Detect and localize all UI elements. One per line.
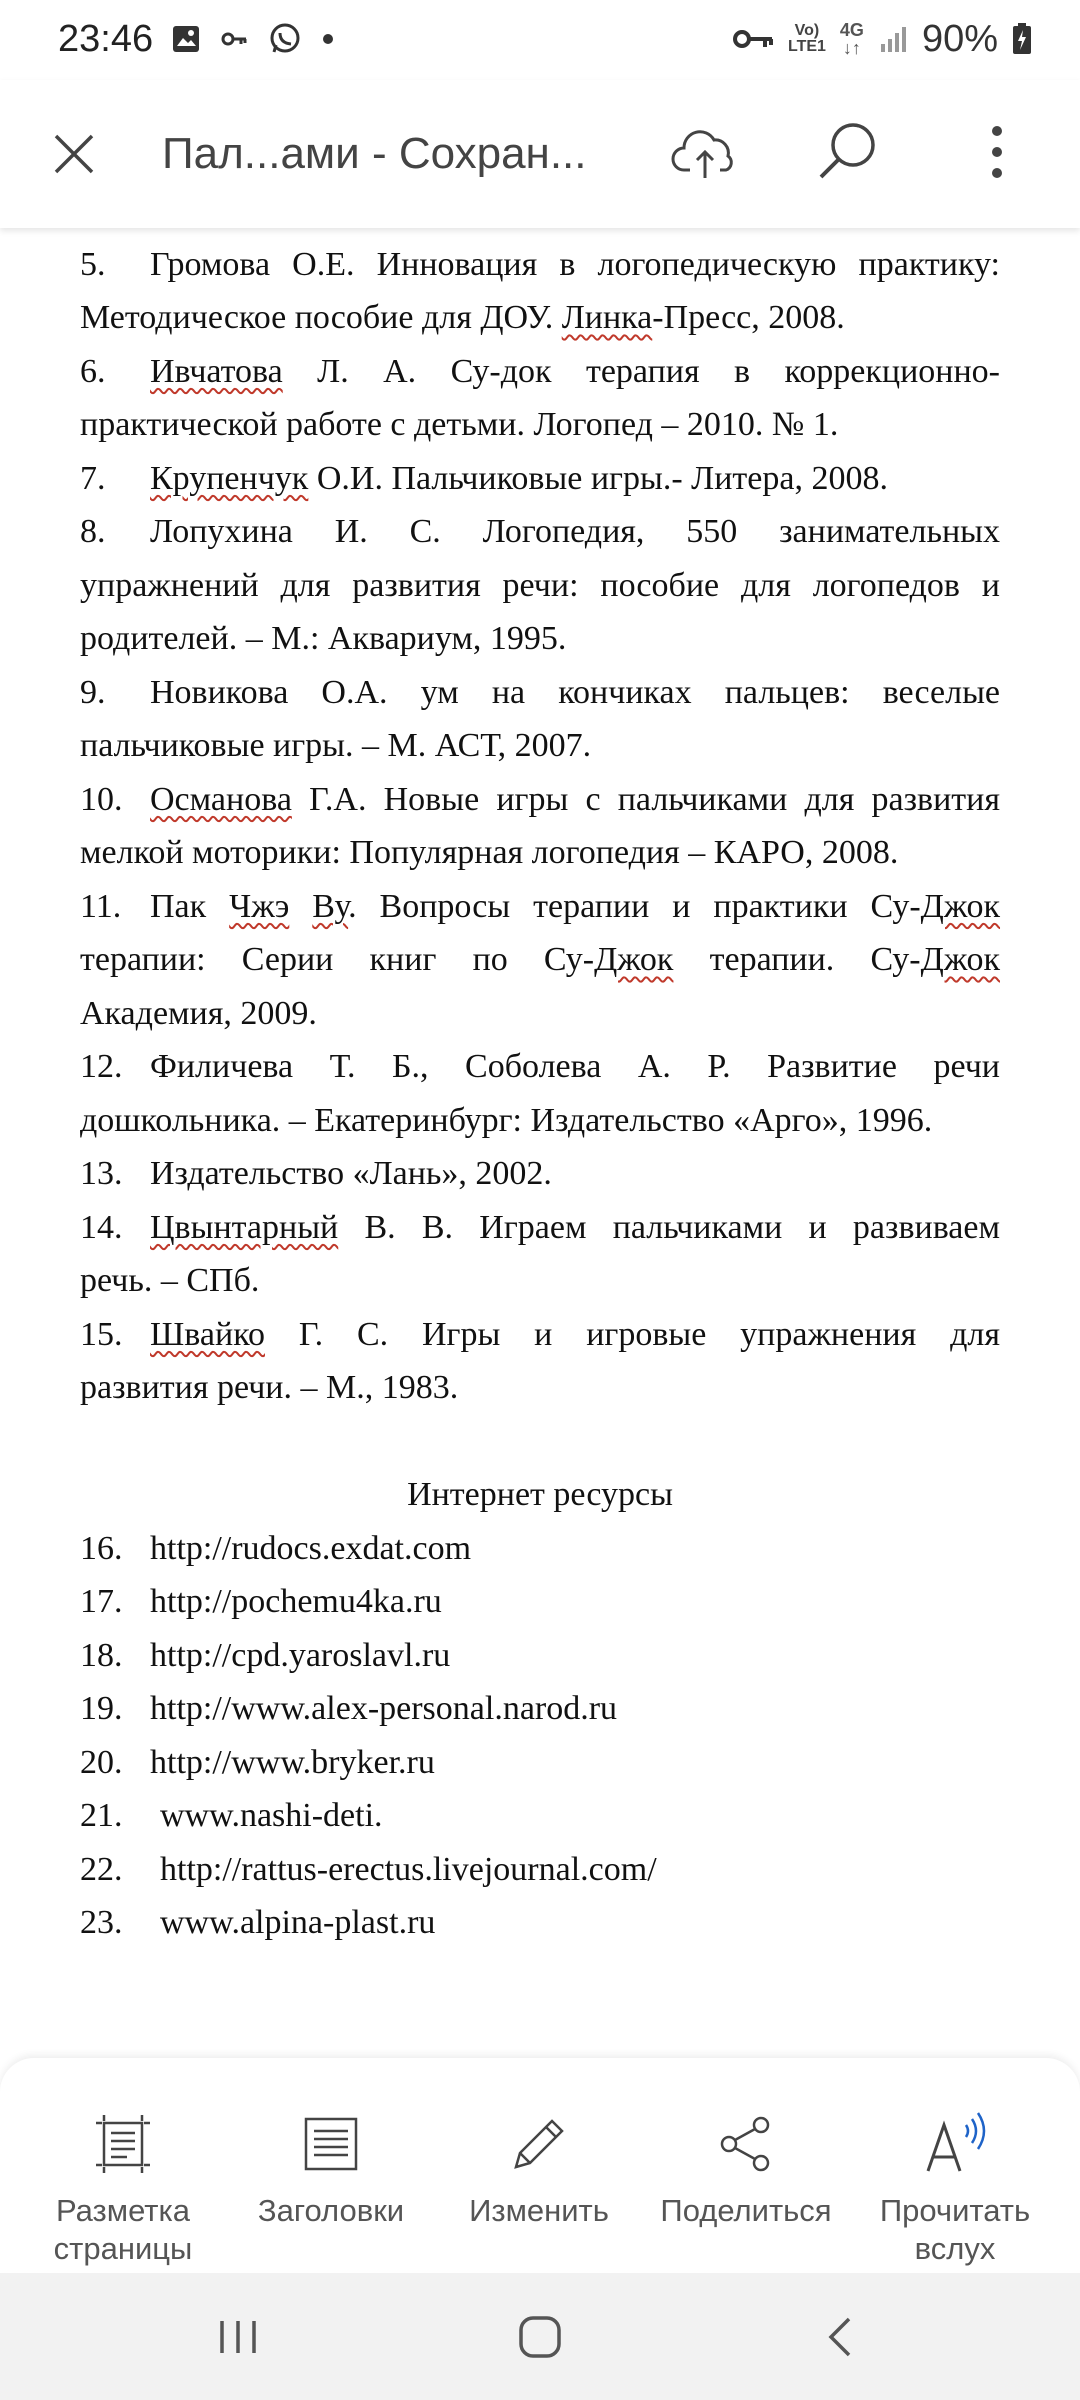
list-item	[80, 1308, 1000, 1362]
doc-text: В. В. Играем пальчиками и развиваем	[338, 1208, 1000, 1246]
list-number: 18.	[80, 1636, 123, 1674]
page-layout-label: Разметка страницы	[53, 2193, 193, 2266]
link-item	[80, 1736, 1000, 1790]
more-vertical-icon	[990, 124, 1004, 180]
url-text: http://www.bryker.ru	[150, 1743, 435, 1781]
doc-text: речь. – СПб.	[80, 1262, 260, 1299]
doc-text: Новикова О.А. ум на кончиках пальцев: веселые	[150, 673, 1000, 711]
blank-line	[80, 1415, 1000, 1469]
spellcheck-word: Джок	[920, 941, 1000, 978]
doc-text: О.И. Пальчиковые игры.- Литера, 2008.	[308, 459, 888, 497]
list-number: 5.	[80, 245, 106, 283]
home-icon	[516, 2313, 564, 2361]
battery-percent: 90%	[921, 17, 998, 60]
list-number: 10.	[80, 780, 123, 818]
list-item	[80, 773, 1000, 827]
doc-text: Методическое пособие для ДОУ.	[80, 299, 562, 336]
headings-button[interactable]	[226, 2058, 436, 2273]
key-notification-icon	[219, 24, 249, 54]
link-item	[80, 1843, 1000, 1897]
signal-strength-icon	[878, 24, 908, 54]
spellcheck-word: Цвынтарный	[150, 1208, 339, 1246]
doc-line	[80, 612, 1000, 666]
home-button[interactable]	[500, 2299, 580, 2375]
doc-text: Издательство «Лань», 2002.	[150, 1155, 552, 1192]
page-layout-icon	[89, 2110, 157, 2178]
list-item	[80, 1147, 1000, 1201]
headings-label: Заголовки	[257, 2193, 405, 2228]
doc-text: Л. А. Су-док терапия в коррекционно-	[282, 352, 1000, 390]
link-item	[80, 1575, 1000, 1629]
list-number: 9.	[80, 673, 106, 711]
list-item	[80, 880, 1000, 934]
doc-line	[80, 933, 1000, 987]
headings-list-icon	[297, 2110, 365, 2178]
list-item	[80, 238, 1000, 292]
doc-text: Пак	[150, 887, 230, 925]
whatsapp-notification-icon	[267, 21, 303, 57]
back-icon	[821, 2313, 861, 2361]
close-icon	[52, 132, 96, 176]
doc-line	[80, 291, 1000, 345]
status-time: 23:46	[58, 17, 154, 60]
doc-text: Громова О.Е. Инновация в логопедическую практику:	[150, 245, 1000, 283]
doc-text: родителей. – М.: Аквариум, 1995.	[80, 620, 567, 657]
battery-charging-icon	[1012, 23, 1032, 55]
doc-line	[80, 1094, 1000, 1148]
url-text: http://www.alex-personal.narod.ru	[150, 1690, 618, 1727]
list-number: 23.	[80, 1904, 123, 1941]
doc-text: развития речи. – М., 1983.	[80, 1369, 459, 1406]
list-item	[80, 1201, 1000, 1255]
list-number: 6.	[80, 352, 106, 390]
recent-apps-button[interactable]	[198, 2299, 278, 2375]
doc-text	[289, 888, 312, 925]
list-item	[80, 452, 1000, 506]
search-icon	[815, 119, 881, 185]
url-text: www.alpina-plast.ru	[160, 1904, 436, 1941]
spellcheck-word: Ву	[312, 887, 349, 925]
close-button[interactable]	[38, 118, 110, 190]
link-item	[80, 1896, 1000, 1950]
spellcheck-word: Ивчатова	[150, 352, 283, 390]
link-item	[80, 1789, 1000, 1843]
network-4g-indicator: 4G ↓↑	[839, 20, 864, 58]
doc-text: Г. С. Игры и игровые упражнения для	[264, 1315, 1000, 1353]
cloud-upload-button[interactable]	[665, 118, 745, 190]
link-item	[80, 1682, 1000, 1736]
list-number: 13.	[80, 1155, 123, 1192]
volte-indicator: Vo) LTE1	[787, 22, 826, 55]
read-aloud-button[interactable]	[850, 2058, 1060, 2273]
app-bar	[0, 80, 1080, 228]
list-item	[80, 666, 1000, 720]
spellcheck-word: Джок	[920, 887, 1001, 925]
spellcheck-word: Крупенчук	[150, 459, 309, 497]
doc-line	[80, 559, 1000, 613]
doc-text: мелкой моторики: Популярная логопедия – КАРО, 2008.	[80, 834, 899, 871]
list-number: 12.	[80, 1048, 123, 1085]
edit-button[interactable]	[434, 2058, 644, 2273]
spellcheck-word: Османова	[150, 780, 292, 818]
list-item	[80, 345, 1000, 399]
cloud-upload-icon	[670, 126, 740, 182]
list-number: 20.	[80, 1743, 123, 1781]
section-heading: Интернет ресурсы	[407, 1476, 673, 1513]
share-button[interactable]	[641, 2058, 851, 2273]
link-item	[80, 1629, 1000, 1683]
search-button[interactable]	[810, 114, 886, 190]
spellcheck-word: Чжэ	[229, 887, 290, 925]
edit-label: Изменить	[469, 2193, 609, 2228]
doc-text: терапии: Серии книг по Су-	[80, 941, 595, 978]
doc-text: Лопухина И. С. Логопедия, 550 занимательных	[150, 513, 1000, 550]
doc-text: Филичева Т. Б., Соболева А. Р. Развитие речи	[150, 1048, 1000, 1085]
doc-text: Академия, 2009.	[80, 994, 317, 1032]
document-view[interactable]	[0, 228, 1080, 2058]
list-number: 19.	[80, 1690, 123, 1727]
url-text: www.nashi-deti.	[160, 1797, 383, 1834]
recent-apps-icon	[216, 2315, 260, 2359]
doc-line	[80, 719, 1000, 773]
link-item	[80, 1522, 1000, 1576]
doc-text: терапии. Су-	[673, 941, 921, 978]
doc-text: дошкольника. – Екатеринбург: Издательство «Арго», 1996.	[80, 1101, 933, 1139]
doc-text: практической работе с детьми. Логопед – 2010. № 1.	[80, 406, 839, 443]
page-layout-button[interactable]	[18, 2058, 228, 2273]
spellcheck-word: Швайко	[150, 1315, 265, 1353]
list-number: 17.	[80, 1583, 123, 1620]
system-nav-bar	[0, 2273, 1080, 2400]
status-bar	[0, 0, 1080, 80]
pencil-icon	[505, 2110, 573, 2178]
list-number: 8.	[80, 513, 106, 550]
bottom-toolbar	[0, 2058, 1080, 2273]
list-number: 21.	[80, 1797, 123, 1834]
url-text: http://rattus-erectus.livejournal.com/	[160, 1850, 657, 1888]
list-number: 14.	[80, 1208, 123, 1246]
list-number: 15.	[80, 1315, 123, 1353]
doc-line	[80, 987, 1000, 1041]
spellcheck-word: Линка	[561, 299, 653, 336]
doc-text: . Вопросы терапии и практики Су-	[348, 887, 921, 925]
gallery-notification-icon	[171, 24, 201, 54]
url-text: http://rudocs.exdat.com	[150, 1529, 472, 1567]
more-options-button[interactable]	[965, 114, 1029, 190]
list-item	[80, 1040, 1000, 1094]
read-aloud-icon	[921, 2110, 989, 2178]
list-number: 16.	[80, 1529, 123, 1567]
url-text: http://pochemu4ka.ru	[150, 1583, 442, 1620]
list-item	[80, 505, 1000, 559]
share-label: Поделиться	[660, 2193, 832, 2228]
more-notifications-dot-icon	[321, 32, 335, 46]
doc-line	[80, 826, 1000, 880]
doc-text: Г.А. Новые игры с пальчиками для развития	[291, 780, 1000, 818]
doc-line	[80, 1254, 1000, 1308]
list-number: 11.	[80, 887, 122, 925]
back-button[interactable]	[801, 2299, 881, 2375]
share-icon	[712, 2110, 780, 2178]
vpn-key-icon	[732, 25, 774, 53]
doc-line	[80, 398, 1000, 452]
list-number: 7.	[80, 459, 106, 497]
status-left	[58, 14, 335, 64]
document-content	[80, 184, 1000, 1950]
document-title: Пал...ами - Сохран...	[162, 129, 587, 178]
status-right	[732, 14, 1032, 64]
doc-text: -Пресс, 2008.	[652, 299, 845, 336]
list-number: 22.	[80, 1850, 123, 1888]
url-text: http://cpd.yaroslavl.ru	[150, 1636, 451, 1674]
read-aloud-label: Прочитать вслух	[879, 2193, 1031, 2266]
doc-text: упражнений для развития речи: пособие для логопедов и	[80, 566, 1000, 604]
spellcheck-word: Джок	[594, 941, 674, 978]
doc-line	[80, 1361, 1000, 1415]
doc-text: пальчиковые игры. – М. АСТ, 2007.	[80, 727, 592, 764]
